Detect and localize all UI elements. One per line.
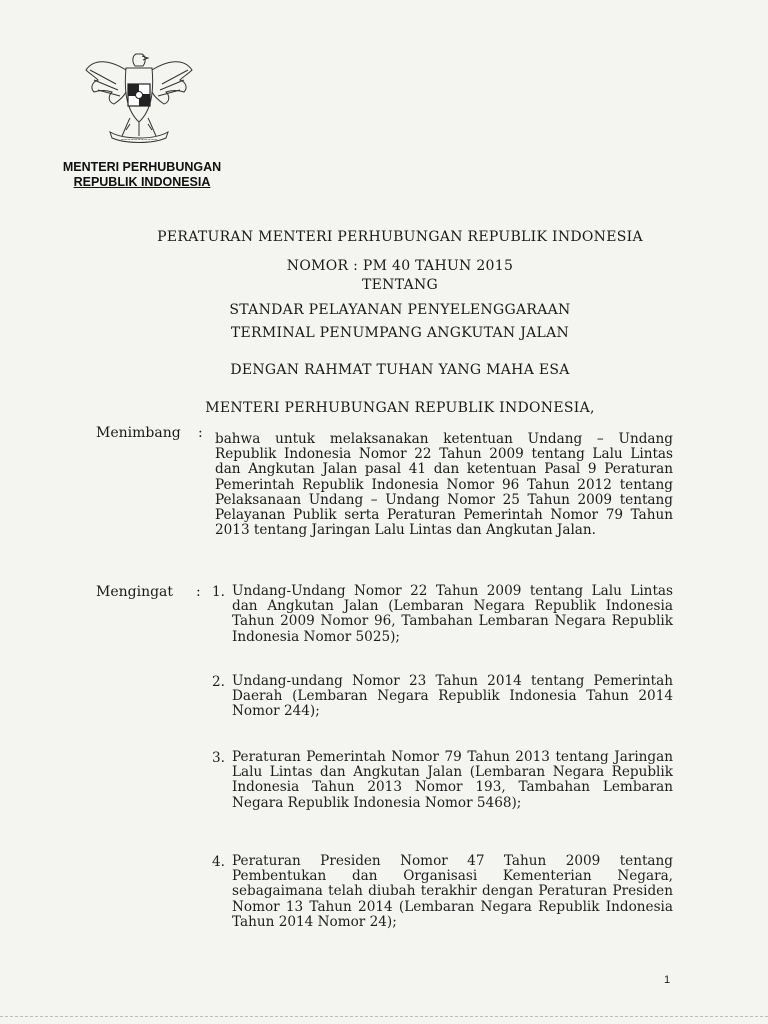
- mengingat-item-number: 3.: [212, 750, 225, 766]
- ministry-header: [52, 160, 232, 190]
- country-name: REPUBLIK INDONESIA: [73, 175, 211, 189]
- garuda-emblem-icon: [80, 40, 198, 148]
- mengingat-label: Mengingat: [96, 584, 174, 600]
- invocation: DENGAN RAHMAT TUHAN YANG MAHA ESA: [230, 362, 570, 378]
- menimbang-label: Menimbang: [96, 425, 181, 441]
- page-number: 1: [664, 974, 671, 986]
- issuer-line: MENTERI PERHUBUNGAN REPUBLIK INDONESIA,: [205, 400, 595, 416]
- mengingat-item-text: Peraturan Pemerintah Nomor 79 Tahun 2013 tentang Jaringan Lalu Lintas dan Angkutan Jalan (Lembaran Negara Republik Indonesia Tahun 2013 Nomor 193, Tambahan Lembaran Negara Republik Indonesia Nomor 5468);: [232, 749, 673, 811]
- regulation-subject-line1: STANDAR PELAYANAN PENYELENGGARAAN: [229, 302, 571, 318]
- regulation-subject-line2: TERMINAL PENUMPANG ANGKUTAN JALAN: [230, 325, 570, 341]
- mengingat-item-text: Peraturan Presiden Nomor 47 Tahun 2009 tentang Pembentukan dan Organisasi Kementerian Negara, sebagaimana telah diubah terakhir dengan Peraturan Presiden Nomor 13 Tahun 2014 (Lembaran Negara Republik Indonesia Tahun 2014 Nomor 24);: [232, 853, 673, 930]
- mengingat-item-text: Undang-undang Nomor 23 Tahun 2014 tentang Pemerintah Daerah (Lembaran Negara Republik Indonesia Tahun 2014 Nomor 244);: [232, 673, 673, 720]
- regulation-title: PERATURAN MENTERI PERHUBUNGAN REPUBLIK INDONESIA: [157, 229, 643, 245]
- mengingat-item-number: 4.: [212, 854, 225, 870]
- ministry-name: MENTERI PERHUBUNGAN: [62, 160, 222, 174]
- menimbang-colon: :: [198, 425, 203, 441]
- page-bottom-edge: [0, 1016, 768, 1017]
- mengingat-item-number: 1.: [212, 584, 225, 600]
- regulation-number: NOMOR : PM 40 TAHUN 2015: [286, 258, 514, 274]
- menimbang-text: bahwa untuk melaksanakan ketentuan Undang – Undang Republik Indonesia Nomor 22 Tahun 2009 tentang Lalu Lintas dan Angkutan Jalan pasal 41 dan ketentuan Pasal 9 Peraturan Pemerintah Republik Indonesia Nomor 96 Tahun 2012 tentang Pelaksanaan Undang – Undang Nomor 25 Tahun 2009 tentang Pelayanan Publik serta Peraturan Pemerintah Nomor 79 Tahun 2013 tentang Jaringan Lalu Lintas dan Angkutan Jalan.: [215, 431, 673, 539]
- regulation-about: TENTANG: [361, 277, 439, 293]
- mengingat-colon: :: [196, 584, 201, 600]
- mengingat-item-number: 2.: [212, 674, 225, 690]
- svg-text:~~~~~~~~~~~: ~~~~~~~~~~~: [120, 137, 158, 142]
- mengingat-item-text: Undang-Undang Nomor 22 Tahun 2009 tentang Lalu Lintas dan Angkutan Jalan (Lembaran Negara Republik Indonesia Tahun 2009 Nomor 96, Tambahan Lembaran Negara Republik Indonesia Nomor 5025);: [232, 583, 673, 645]
